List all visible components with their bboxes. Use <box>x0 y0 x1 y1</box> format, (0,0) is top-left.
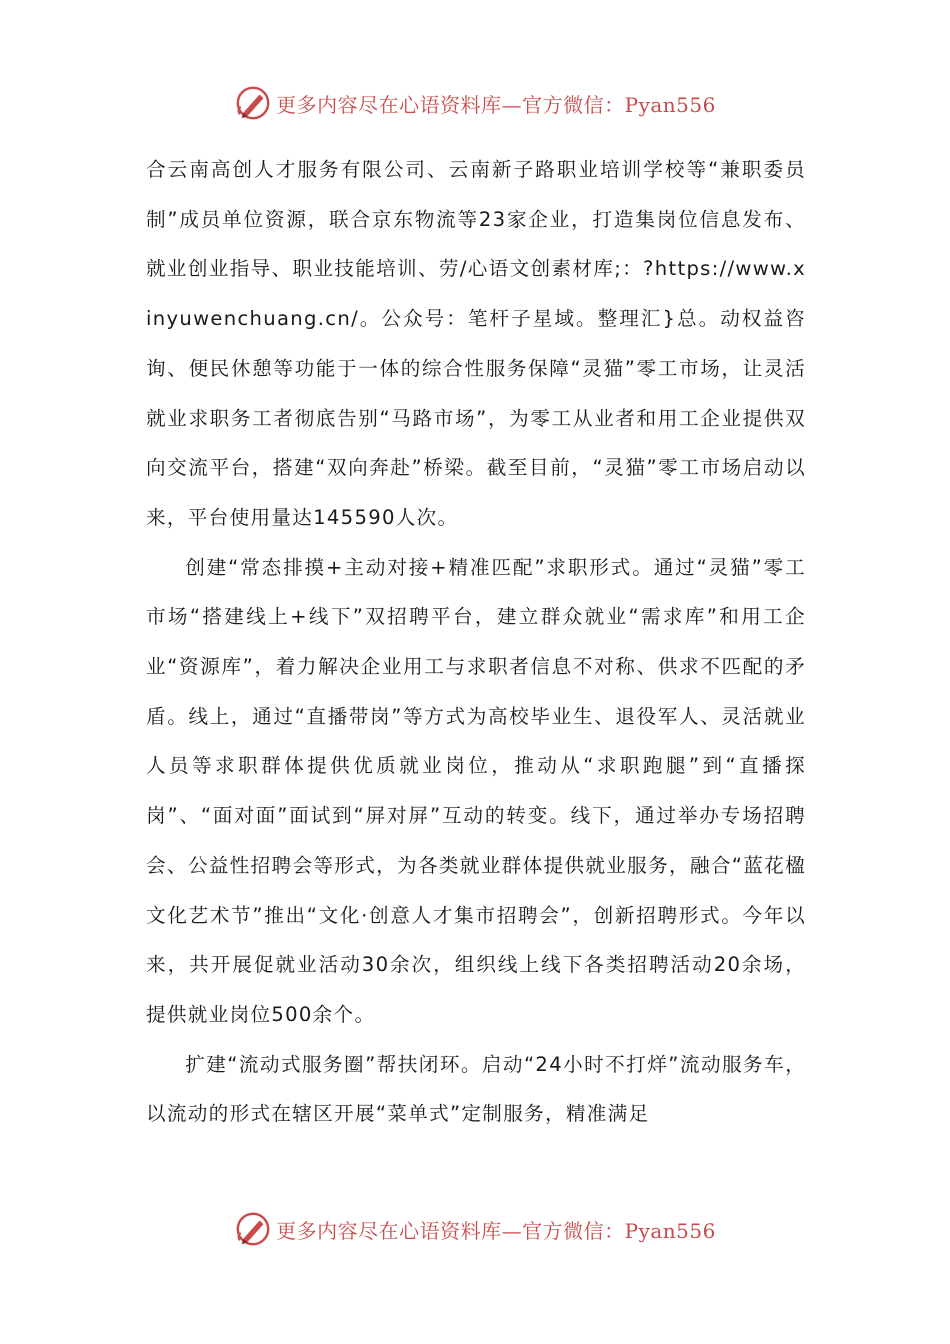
paragraph-3: 扩建“流动式服务圈”帮扶闭环。启动“24小时不打烊”流动服务车，以流动的形式在辖区开展“菜单式”定制服务，精准满足 <box>146 1052 806 1126</box>
paragraph-1: 合云南高创人才服务有限公司、云南新子路职业培训学校等“兼职委员制”成员单位资源，联合京东物流等23家企业，打造集岗位信息发布、就业创业指导、职业技能培训、劳/心语文创素材库;：?https://www.xinyuwenchuang.cn/。公众号：笔杆子星域。整理汇}总。动权益咨询、便民休憩等功能于一体的综合性服务保障“灵猫”零工市场，让灵活就业求职务工者彻底告别“马路市场”，为零工从业者和用工企业提供双向交流平台，搭建“双向奔赴”桥梁。截至目前，“灵猫”零工市场启动以来，平台使用量达145590人次。 <box>146 158 806 529</box>
header-banner-text: 更多内容尽在心语资料库—官方微信：Pyan556 <box>276 92 716 117</box>
paragraph-2: 创建“常态排摸+主动对接+精准匹配”求职形式。通过“灵猫”零工市场“搭建线上+线下”双招聘平台，建立群众就业“需求库”和用工企业“资源库”，着力解决企业用工与求职者信息不对称、供求不匹配的矛盾。线上，通过“直播带岗”等方式为高校毕业生、退役军人、灵活就业人员等求职群体提供优质就业岗位，推动从“求职跑腿”到“直播探岗”、“面对面”面试到“屏对屏”互动的转变。线下，通过举办专场招聘会、公益性招聘会等形式，为各类就业群体提供就业服务，融合“蓝花楹文化艺术节”推出“文化·创意人才集市招聘会”，创新招聘形式。今年以来，共开展促就业活动30余次，组织线上线下各类招聘活动20余场，提供就业岗位500余个。 <box>146 555 806 1026</box>
pen-logo-icon <box>234 1210 272 1248</box>
footer-banner-text: 更多内容尽在心语资料库—官方微信：Pyan556 <box>276 1218 716 1243</box>
pen-logo-icon <box>234 84 272 122</box>
header-banner <box>0 83 950 123</box>
document-body <box>146 145 806 1139</box>
footer-banner <box>0 1209 950 1249</box>
